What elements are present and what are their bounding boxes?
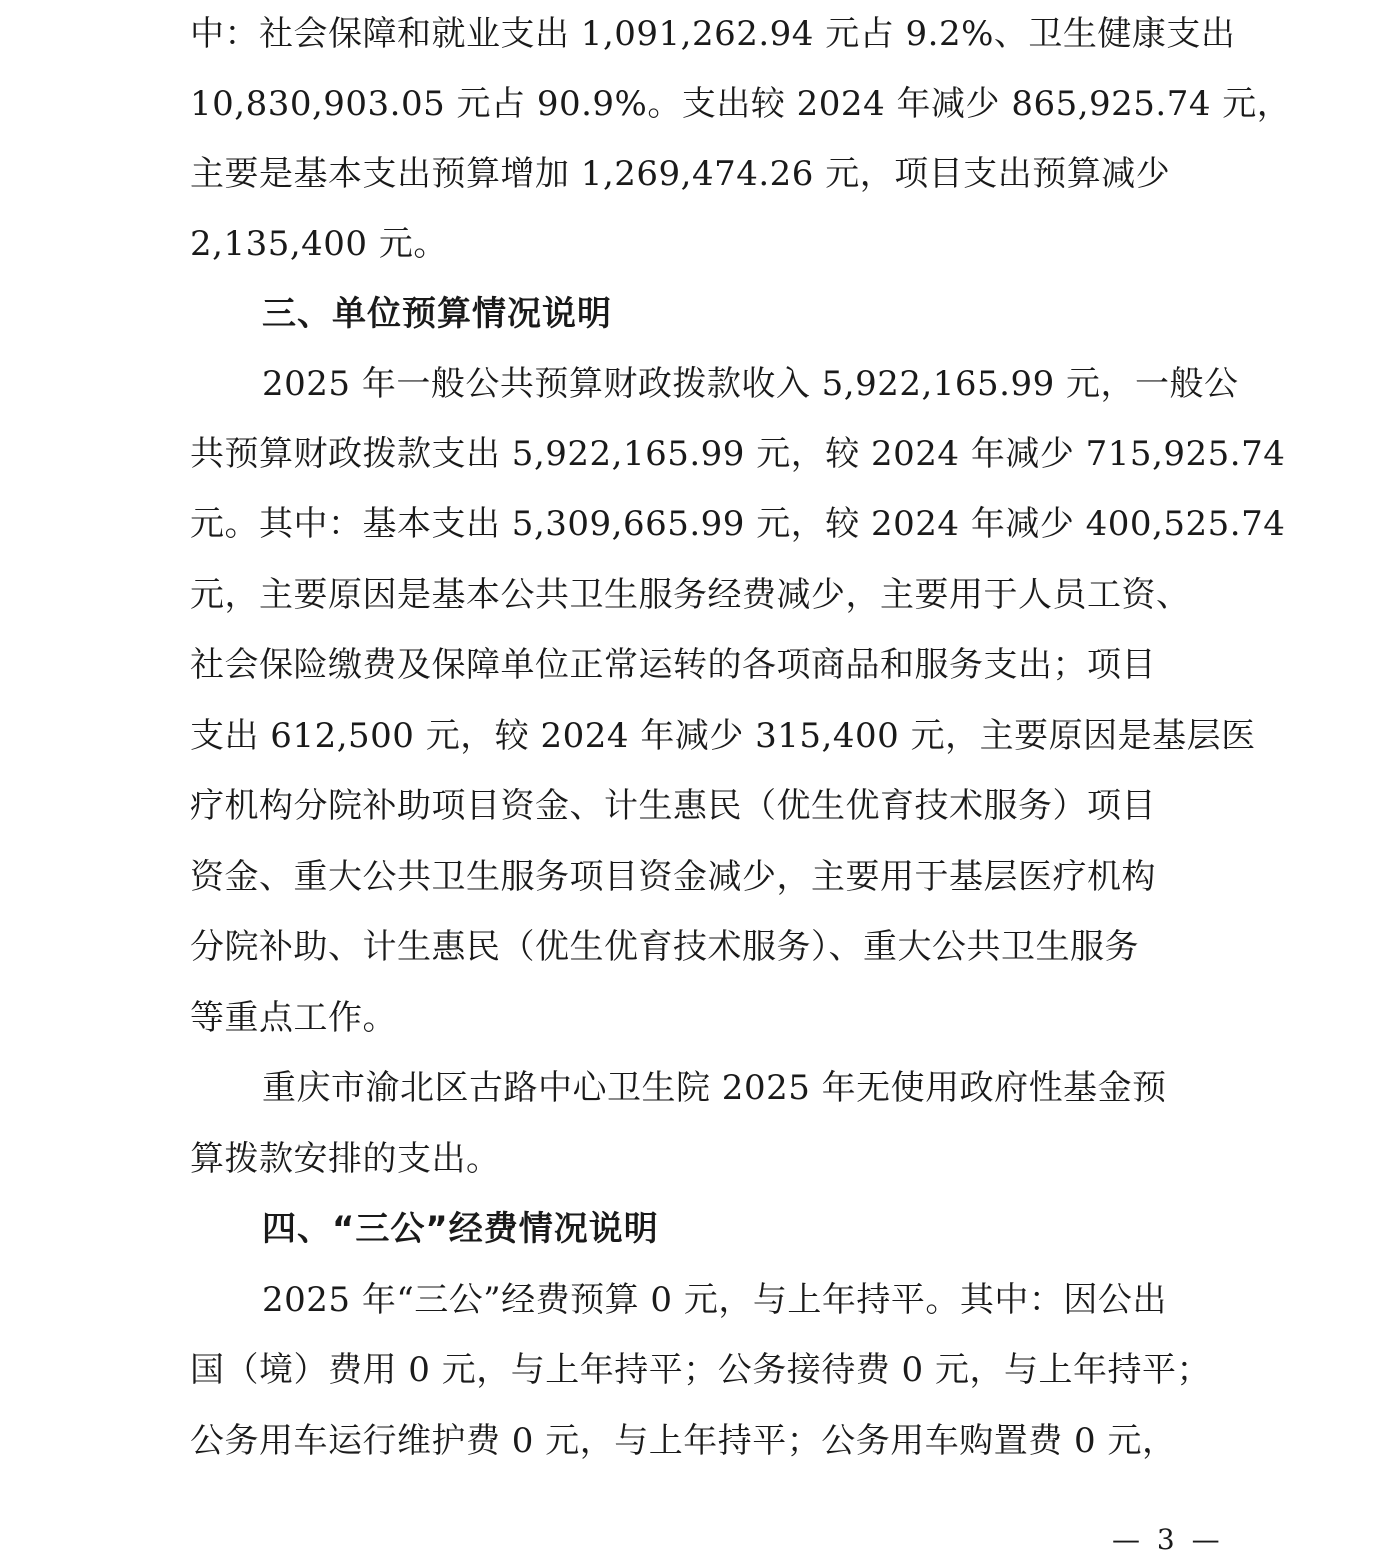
- body-text-line: 2025 年“三公”经费预算 0 元，与上年持平。其中：因公出: [262, 1280, 1167, 1320]
- body-text-line: 10,830,903.05 元占 90.9%。支出较 2024 年减少 865,925.74 元，: [190, 84, 1292, 124]
- page-number: — 3 —: [1112, 1523, 1224, 1556]
- body-text-line: 元。其中：基本支出 5,309,665.99 元，较 2024 年减少 400,525.74: [190, 504, 1286, 544]
- body-text-line: 国（境）费用 0 元，与上年持平；公务接待费 0 元，与上年持平；: [190, 1350, 1211, 1390]
- body-text-line: 2025 年一般公共预算财政拨款收入 5,922,165.99 元，一般公: [262, 364, 1239, 404]
- body-text-line: 重庆市渝北区古路中心卫生院 2025 年无使用政府性基金预: [262, 1068, 1167, 1108]
- body-text-line: 共预算财政拨款支出 5,922,165.99 元，较 2024 年减少 715,925.74: [190, 434, 1286, 474]
- body-text-line: 疗机构分院补助项目资金、计生惠民（优生优育技术服务）项目: [190, 786, 1156, 826]
- section-3-heading: 三、单位预算情况说明: [262, 294, 612, 334]
- body-text-line: 中：社会保障和就业支出 1,091,262.94 元占 9.2%、卫生健康支出: [190, 14, 1236, 54]
- body-text-line: 主要是基本支出预算增加 1,269,474.26 元，项目支出预算减少: [190, 154, 1171, 194]
- body-text-line: 2,135,400 元。: [190, 224, 448, 264]
- body-text-line: 元，主要原因是基本公共卫生服务经费减少，主要用于人员工资、: [190, 575, 1191, 615]
- body-text-line: 分院补助、计生惠民（优生优育技术服务）、重大公共卫生服务: [190, 927, 1139, 967]
- body-text-line: 等重点工作。: [190, 998, 397, 1038]
- body-text-line: 算拨款安排的支出。: [190, 1139, 501, 1179]
- body-text-line: 公务用车运行维护费 0 元，与上年持平；公务用车购置费 0 元，: [190, 1421, 1177, 1461]
- section-4-heading: 四、“三公”经费情况说明: [262, 1209, 659, 1249]
- body-text-line: 支出 612,500 元，较 2024 年减少 315,400 元，主要原因是基层医: [190, 716, 1256, 756]
- body-text-line: 社会保险缴费及保障单位正常运转的各项商品和服务支出；项目: [190, 645, 1156, 685]
- body-text-line: 资金、重大公共卫生服务项目资金减少，主要用于基层医疗机构: [190, 857, 1156, 897]
